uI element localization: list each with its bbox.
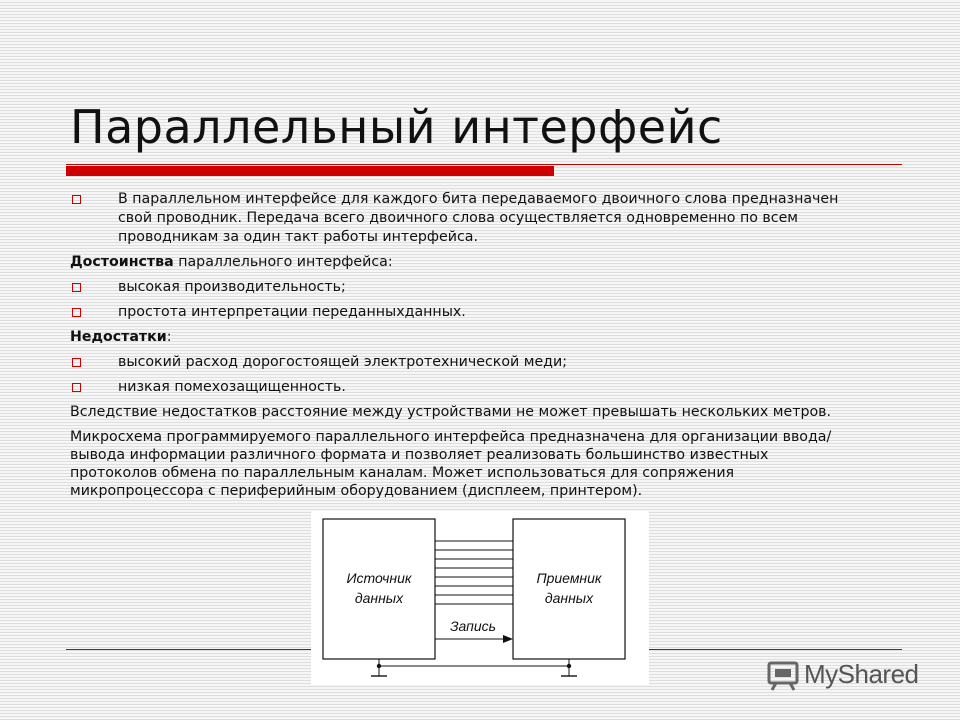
title-underline-thin xyxy=(66,164,902,165)
disadvantage-item xyxy=(70,378,860,397)
advantage-text: простота интерпретации переданныхданных. xyxy=(118,304,466,320)
advantages-label-rest: параллельного интерфейса: xyxy=(173,254,393,270)
disadvantage-item xyxy=(70,353,860,372)
receiver-block xyxy=(513,519,625,659)
title-underline-bar xyxy=(66,166,554,176)
square-bullet-icon xyxy=(72,195,81,204)
presentation-board-icon xyxy=(766,657,800,691)
intro-text: В параллельном интерфейсе для каждого бита передаваемого двоичного слова предназначен свой проводник. Передача всего двоичного слова осуществляется одновременно по всем проводникам за один такт работы интерфейса. xyxy=(118,191,839,245)
chip-paragraph: Микросхема программируемого параллельного интерфейса предназначена для организации ввода/ вывода информации различного формата и позволяет реализовать большинство известных протоколов обмена по параллельным каналам. Может использоваться для сопряжения микропроцессора с периферийным оборудованием (дисплеем, принтером). xyxy=(70,429,832,499)
receiver-label-1: Приемник xyxy=(536,570,602,586)
disadvantages-label-rest: : xyxy=(166,329,172,345)
source-block xyxy=(323,519,435,659)
data-bus-lines xyxy=(435,541,513,604)
write-label: Запись xyxy=(449,618,497,634)
disadvantages-label: Недостатки xyxy=(70,329,167,345)
advantages-heading xyxy=(70,253,860,272)
advantage-item xyxy=(70,303,860,322)
advantage-text: высокая производительность; xyxy=(118,279,346,295)
intro-bullet xyxy=(70,190,860,247)
advantages-label: Достоинства xyxy=(70,254,174,270)
write-arrow-icon xyxy=(503,635,513,643)
disadvantages-heading xyxy=(70,328,860,347)
square-bullet-icon xyxy=(72,358,81,367)
receiver-label-2: данных xyxy=(544,590,594,606)
watermark-brand: MyShared xyxy=(804,658,919,689)
source-label-2: данных xyxy=(354,590,404,606)
distance-paragraph: Вследствие недостатков расстояние между устройствами не может превышать нескольких метров. xyxy=(70,404,832,420)
square-bullet-icon xyxy=(72,283,81,292)
parallel-interface-diagram xyxy=(311,511,649,685)
disadvantage-text: высокий расход дорогостоящей электротехнической меди; xyxy=(118,354,567,370)
square-bullet-icon xyxy=(72,383,81,392)
slide-title: Параллельный интерфейс xyxy=(70,100,723,154)
slide-body xyxy=(70,190,860,500)
disadvantage-text: низкая помехозащищенность. xyxy=(118,379,346,395)
watermark-logo xyxy=(766,656,919,692)
square-bullet-icon xyxy=(72,308,81,317)
source-label-1: Источник xyxy=(346,570,412,586)
advantage-item xyxy=(70,278,860,297)
diagram-svg xyxy=(311,511,649,685)
